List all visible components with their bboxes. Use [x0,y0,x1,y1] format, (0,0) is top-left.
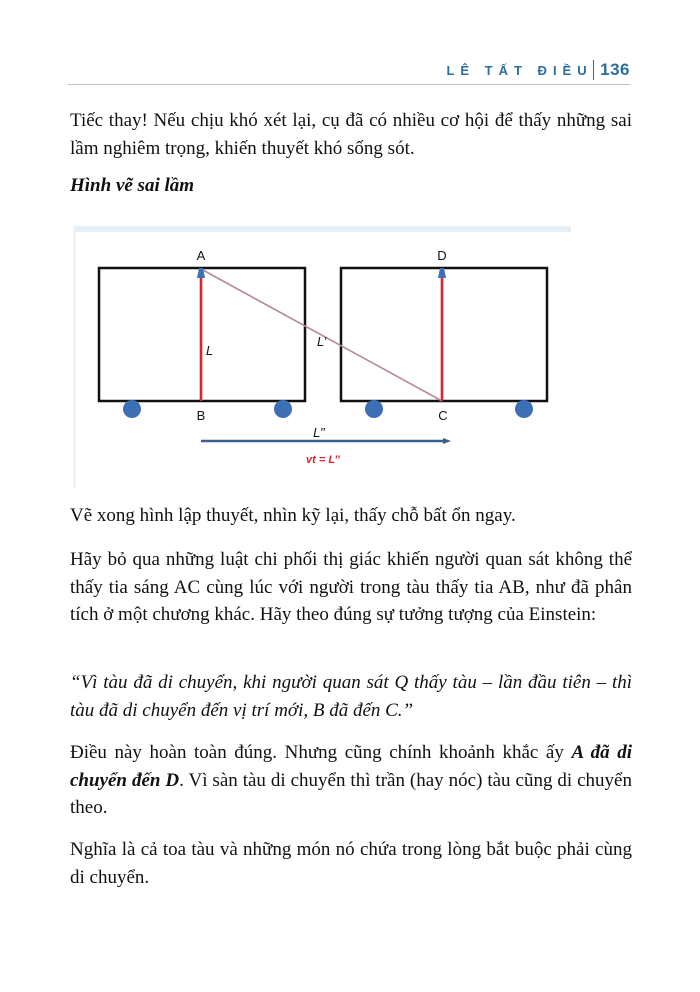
wheel-icon [274,400,292,418]
einstein-quote: “Vì tàu đã di chuyển, khi người quan sát Q thấy tàu – lần đầu tiên – thì tàu đã di chuyển đến vị trí mới, B đã đến C.” [70,672,632,721]
figure-frame-top [73,226,571,232]
label-l-prime: L’ [317,334,327,349]
wheel-icon [365,400,383,418]
paragraph-observation: Vẽ xong hình lập thuyết, nhìn kỹ lại, thấy chỗ bất ổn ngay. [70,505,516,526]
paragraph-intro: Tiếc thay! Nếu chịu khó xét lại, cụ đã có nhiều cơ hội để thấy những sai lầm nghiêm trọng, khiến thuyết khó sống sót. [70,110,632,159]
header-rule [68,84,630,85]
header-separator [593,60,595,80]
author-name: LÊ TẤT ĐIỀU [446,62,593,78]
label-d: D [437,248,447,263]
paragraph-analysis [70,739,632,822]
analysis-text-end: . Vì sàn tàu di chuyển thì trần (hay nóc) tàu cũng di chuyển theo. [70,769,632,818]
running-header [446,60,630,80]
arrowhead-right-icon [443,438,451,444]
analysis-text-start: Điều này hoàn toàn đúng. Nhưng cũng chính khoảnh khắc ấy [70,742,572,763]
label-a: A [196,248,206,263]
paragraph-conclusion: Nghĩa là cả toa tàu và những món nó chứa trong lòng bắt buộc phải cùng di chuyển. [70,839,632,888]
wheel-icon [515,400,533,418]
page-number: 136 [600,60,630,79]
equation-label: vt = L’’ [306,454,340,466]
figure-frame-left [73,226,76,488]
label-c: C [438,408,448,423]
label-l-double-prime: L’’ [313,425,325,440]
figure-title: Hình vẽ sai lầm [70,175,195,196]
train-car-right [341,268,547,401]
label-b: B [196,408,206,423]
label-l: L [206,343,214,358]
wheel-icon [123,400,141,418]
train-light-diagram [73,226,571,488]
analysis-emphasis: A đã di chuyển đến D [70,742,632,791]
paragraph-instruction: Hãy bỏ qua những luật chi phối thị giác khiến người quan sát không thể thấy tia sáng AC cùng lúc với người trong tàu thấy tia AB, như đã phân tích ở một chương khác. Hãy theo đúng sự tưởng tượng của Einstein: [70,549,632,625]
